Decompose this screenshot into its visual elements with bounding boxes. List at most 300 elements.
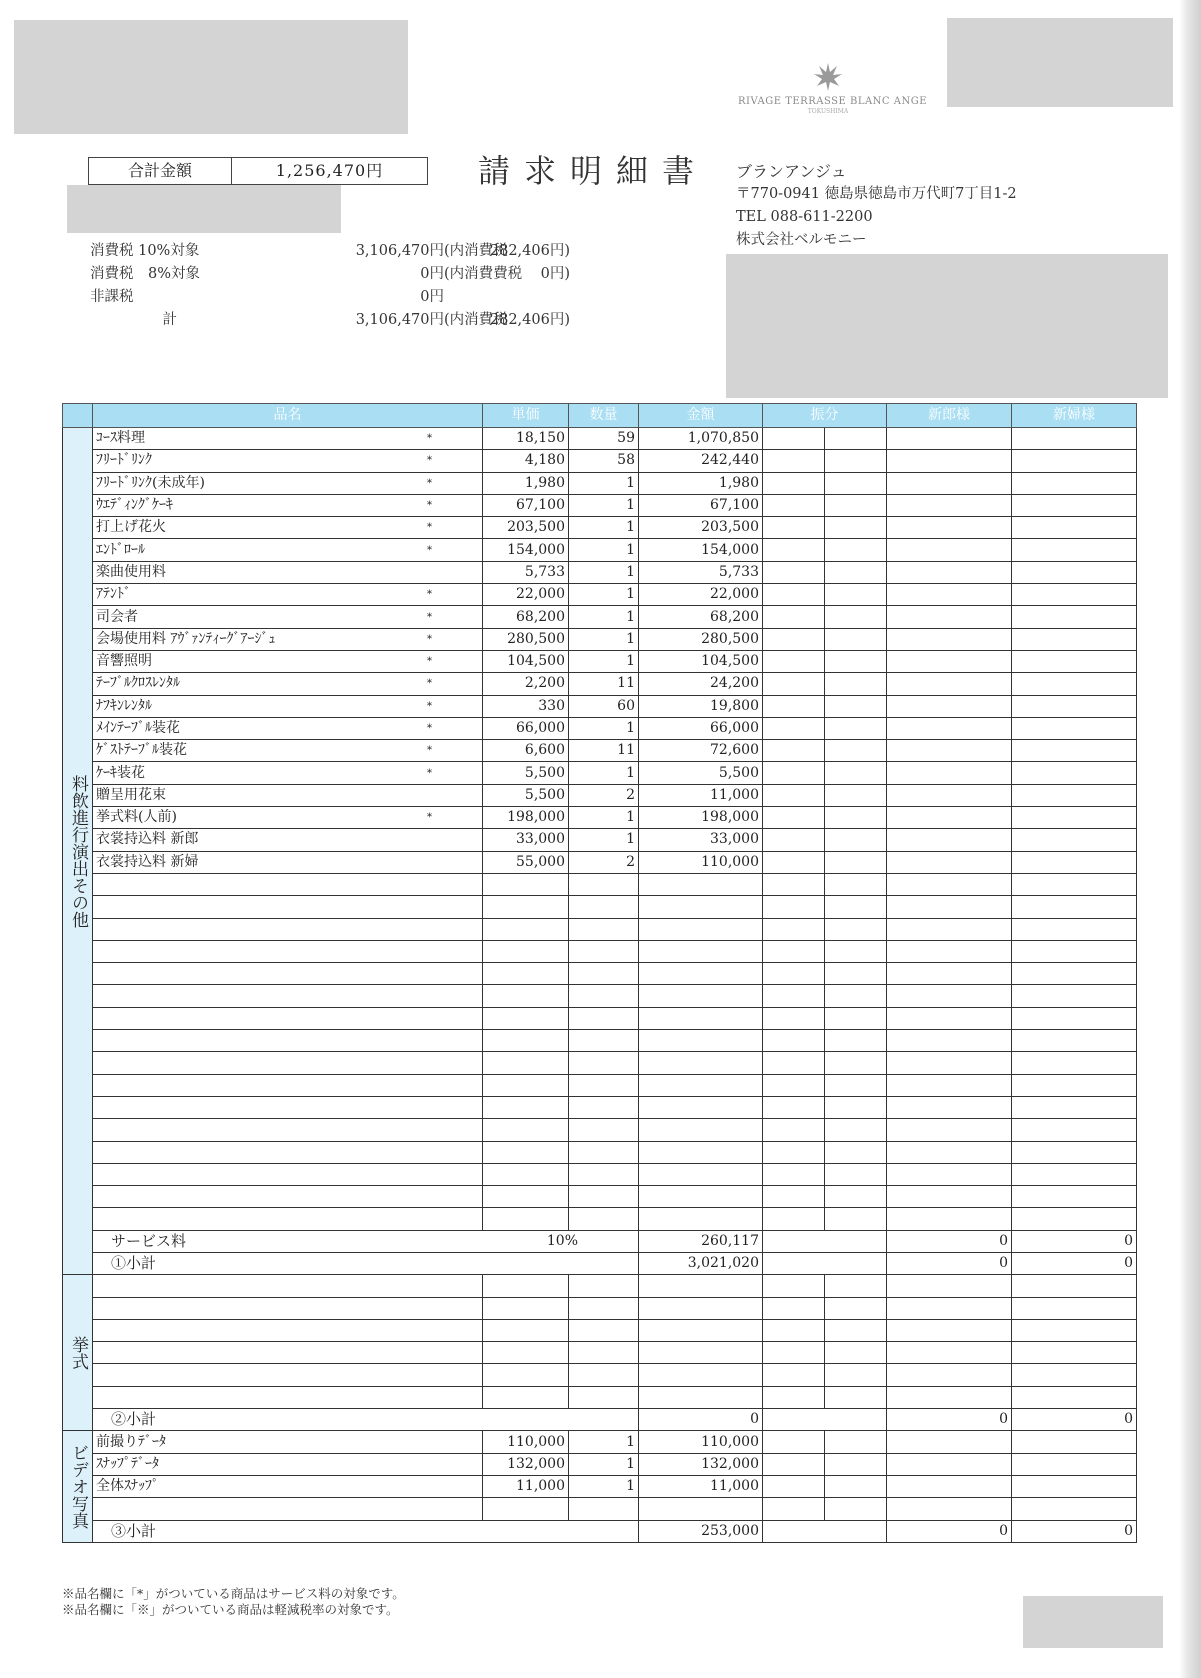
- issuer-address: 〒770-0941 徳島県徳島市万代町7丁目1-2: [736, 186, 1017, 202]
- qty-cell: [569, 1297, 639, 1319]
- groom-cell: [887, 762, 1012, 784]
- category-text: 挙式: [68, 1335, 88, 1370]
- subtotal-row: [63, 1252, 1137, 1274]
- bride-cell: [1012, 584, 1137, 606]
- subtotal-groom: 0: [887, 1520, 1012, 1542]
- split-b-cell: [825, 1141, 887, 1163]
- table-row: [63, 1030, 1137, 1052]
- total-value: 1,256,470円: [275, 161, 384, 180]
- item-name-cell: [93, 561, 483, 583]
- amount-cell: [639, 1141, 763, 1163]
- tax-amount: 3,106,470円: [355, 243, 444, 259]
- line-amount: 72,600: [639, 740, 763, 762]
- price-cell: [483, 918, 569, 940]
- item-name: ｳｴﾃﾞｨﾝｸﾞｹｰｷ: [96, 497, 173, 514]
- qty-cell: [569, 1364, 639, 1386]
- tax-row: [90, 263, 570, 286]
- split-a-cell: [763, 1074, 825, 1096]
- line-amount: 11,000: [639, 1475, 763, 1497]
- groom-cell: [887, 829, 1012, 851]
- item-name-cell: [93, 650, 483, 672]
- header-unit-price: 単価: [483, 404, 569, 428]
- split-b-cell: [825, 918, 887, 940]
- qty-cell: [569, 1386, 639, 1408]
- groom-cell: [887, 695, 1012, 717]
- table-row: [63, 1453, 1137, 1475]
- issuer-company: 株式会社ベルモニー: [736, 232, 867, 248]
- category-text: ビデオ写真: [68, 1444, 88, 1530]
- item-name: 全体ｽﾅｯﾌﾟ: [96, 1478, 159, 1495]
- service-mark: *: [427, 455, 432, 467]
- tax-inner-label: (内消費税: [444, 312, 508, 328]
- header-amount: 金額: [639, 404, 763, 428]
- groom-cell: [887, 1141, 1012, 1163]
- split-b-cell: [825, 494, 887, 516]
- split-a-cell: [763, 561, 825, 583]
- logo-sub: TOKUSHIMA: [807, 108, 849, 115]
- item-cell: [93, 1186, 483, 1208]
- tax-row: [90, 240, 570, 263]
- qty-cell: [569, 1074, 639, 1096]
- line-amount: 19,800: [639, 695, 763, 717]
- quantity: 1: [569, 717, 639, 739]
- groom-cell: [887, 1475, 1012, 1497]
- table-row: [63, 1275, 1137, 1297]
- qty-cell: [569, 1007, 639, 1029]
- table-row: [63, 695, 1137, 717]
- bride-cell: [1012, 673, 1137, 695]
- bride-cell: [1012, 1364, 1137, 1386]
- table-row: [63, 717, 1137, 739]
- table-row: [63, 896, 1137, 918]
- split-b-cell: [825, 873, 887, 895]
- issuer-tel: TEL 088-611-2200: [736, 209, 873, 225]
- item-name: ﾌﾘｰﾄﾞﾘﾝｸ: [96, 452, 152, 469]
- groom-cell: [887, 717, 1012, 739]
- item-name-cell: [93, 673, 483, 695]
- item-cell: [93, 1007, 483, 1029]
- unit-price: 66,000: [483, 717, 569, 739]
- groom-cell: [887, 539, 1012, 561]
- split-b-cell: [825, 896, 887, 918]
- table-row: [63, 1186, 1137, 1208]
- subtotal-amount: 3,021,020: [639, 1252, 763, 1274]
- table-row: [63, 985, 1137, 1007]
- bride-cell: [1012, 1052, 1137, 1074]
- table-row: [63, 584, 1137, 606]
- item-cell: [93, 1297, 483, 1319]
- amount-cell: [639, 918, 763, 940]
- quantity: 1: [569, 472, 639, 494]
- unit-price: 2,200: [483, 673, 569, 695]
- quantity: 11: [569, 740, 639, 762]
- category-label: [63, 1431, 93, 1542]
- groom-cell: [887, 561, 1012, 583]
- amount-cell: [639, 1007, 763, 1029]
- groom-cell: [887, 1386, 1012, 1408]
- quantity: 1: [569, 517, 639, 539]
- groom-cell: [887, 963, 1012, 985]
- line-amount: 67,100: [639, 494, 763, 516]
- price-cell: [483, 1275, 569, 1297]
- subtotal-groom: 0: [887, 1252, 1012, 1274]
- item-name: 打上げ花火: [96, 519, 166, 536]
- line-amount: 154,000: [639, 539, 763, 561]
- quantity: 59: [569, 428, 639, 450]
- footnotes: [62, 1586, 405, 1618]
- tax-label: 消費税 10%対象: [90, 243, 200, 259]
- split-a-cell: [763, 1319, 825, 1341]
- split-a-cell: [763, 1475, 825, 1497]
- redacted-stamp: [947, 18, 1173, 107]
- bride-cell: [1012, 1319, 1137, 1341]
- price-cell: [483, 963, 569, 985]
- invoice-table: [62, 403, 1137, 1543]
- item-name: 楽曲使用料: [96, 563, 166, 580]
- qty-cell: [569, 963, 639, 985]
- table-row: [63, 1007, 1137, 1029]
- qty-cell: [569, 1186, 639, 1208]
- split-b-cell: [825, 1475, 887, 1497]
- table-row: [63, 1475, 1137, 1497]
- split-b-cell: [825, 1364, 887, 1386]
- split-a-cell: [763, 829, 825, 851]
- item-name: ﾌﾘｰﾄﾞﾘﾝｸ(未成年): [96, 474, 205, 491]
- split-b-cell: [825, 517, 887, 539]
- bride-cell: [1012, 784, 1137, 806]
- subtotal-row: [63, 1520, 1137, 1542]
- quantity: 1: [569, 807, 639, 829]
- table-row: [63, 1342, 1137, 1364]
- header-item: 品名: [93, 404, 483, 428]
- bride-cell: [1012, 650, 1137, 672]
- service-amount: 260,117: [639, 1230, 763, 1252]
- tax-amount: 0円: [420, 266, 444, 282]
- line-amount: 1,070,850: [639, 428, 763, 450]
- unit-price: 280,500: [483, 628, 569, 650]
- groom-cell: [887, 606, 1012, 628]
- document-title: 請求明細書: [478, 152, 709, 190]
- quantity: 60: [569, 695, 639, 717]
- table-row: [63, 561, 1137, 583]
- bride-cell: [1012, 829, 1137, 851]
- qty-cell: [569, 985, 639, 1007]
- groom-cell: [887, 673, 1012, 695]
- split-b-cell: [825, 985, 887, 1007]
- redacted-bank-info: [726, 254, 1168, 398]
- item-cell: [93, 896, 483, 918]
- bride-cell: [1012, 1453, 1137, 1475]
- item-name: 贈呈用花束: [96, 786, 166, 803]
- table-row: [63, 673, 1137, 695]
- amount-cell: [639, 1386, 763, 1408]
- split-b-cell: [825, 1030, 887, 1052]
- subtotal-groom: 0: [887, 1409, 1012, 1431]
- service-mark: *: [427, 500, 432, 512]
- price-cell: [483, 1297, 569, 1319]
- split-b-cell: [825, 1409, 887, 1431]
- item-cell: [93, 1052, 483, 1074]
- qty-cell: [569, 1096, 639, 1118]
- split-a-cell: [763, 1252, 825, 1274]
- item-name-cell: [93, 606, 483, 628]
- bride-cell: [1012, 1297, 1137, 1319]
- split-a-cell: [763, 1052, 825, 1074]
- line-amount: 198,000: [639, 807, 763, 829]
- amount-cell: [639, 1275, 763, 1297]
- groom-cell: [887, 784, 1012, 806]
- split-a-cell: [763, 940, 825, 962]
- split-b-cell: [825, 472, 887, 494]
- qty-cell: [569, 1163, 639, 1185]
- service-mark: *: [427, 723, 432, 734]
- line-amount: 1,980: [639, 472, 763, 494]
- split-a-cell: [763, 1297, 825, 1319]
- item-name: ｹｰｷ装花: [96, 764, 145, 781]
- split-a-cell: [763, 807, 825, 829]
- split-a-cell: [763, 740, 825, 762]
- item-cell: [93, 1364, 483, 1386]
- line-amount: 66,000: [639, 717, 763, 739]
- category-text: 料飲進行演出その他: [68, 774, 88, 928]
- bride-cell: [1012, 628, 1137, 650]
- split-a-cell: [763, 1364, 825, 1386]
- split-b-cell: [825, 762, 887, 784]
- split-b-cell: [825, 1052, 887, 1074]
- service-mark: *: [427, 611, 432, 623]
- subtotal-bride: 0: [1012, 1252, 1137, 1274]
- quantity: 1: [569, 1431, 639, 1453]
- groom-cell: [887, 940, 1012, 962]
- line-amount: 203,500: [639, 517, 763, 539]
- subtotal-label: ③小計: [93, 1520, 483, 1542]
- groom-cell: [887, 807, 1012, 829]
- groom-cell: [887, 1453, 1012, 1475]
- tax-summary: [90, 240, 570, 332]
- tax-inner-label: (内消費税: [444, 243, 508, 259]
- table-row: [63, 628, 1137, 650]
- bride-cell: [1012, 1275, 1137, 1297]
- redacted-footer: [1023, 1596, 1163, 1648]
- table-row: [63, 450, 1137, 472]
- groom-cell: [887, 472, 1012, 494]
- amount-cell: [639, 1208, 763, 1230]
- service-charge-row: [63, 1230, 1137, 1252]
- item-cell: [93, 1119, 483, 1141]
- table-row: [63, 1297, 1137, 1319]
- bride-cell: [1012, 561, 1137, 583]
- split-a-cell: [763, 428, 825, 450]
- bride-cell: [1012, 539, 1137, 561]
- item-cell: [93, 1342, 483, 1364]
- line-amount: 110,000: [639, 851, 763, 873]
- item-name: 前撮りﾃﾞｰﾀ: [96, 1433, 166, 1450]
- service-mark: *: [427, 700, 432, 712]
- groom-cell: [887, 1364, 1012, 1386]
- unit-price: 67,100: [483, 494, 569, 516]
- quantity: 1: [569, 650, 639, 672]
- qty-cell: [569, 1342, 639, 1364]
- unit-price: 154,000: [483, 539, 569, 561]
- split-b-cell: [825, 1342, 887, 1364]
- table-row: [63, 650, 1137, 672]
- subtotal-spacer: [483, 1252, 639, 1274]
- table-row: [63, 873, 1137, 895]
- qty-cell: [569, 1030, 639, 1052]
- amount-cell: [639, 896, 763, 918]
- subtotal-amount: 253,000: [639, 1520, 763, 1542]
- split-b-cell: [825, 1096, 887, 1118]
- bride-cell: [1012, 1186, 1137, 1208]
- groom-cell: [887, 1342, 1012, 1364]
- table-row: [63, 762, 1137, 784]
- qty-cell: [569, 940, 639, 962]
- groom-cell: [887, 1119, 1012, 1141]
- groom-cell: [887, 1186, 1012, 1208]
- split-a-cell: [763, 628, 825, 650]
- split-a-cell: [763, 673, 825, 695]
- bride-cell: [1012, 1386, 1137, 1408]
- split-b-cell: [825, 829, 887, 851]
- amount-cell: [639, 873, 763, 895]
- unit-price: 11,000: [483, 1475, 569, 1497]
- price-cell: [483, 1208, 569, 1230]
- groom-cell: [887, 740, 1012, 762]
- unit-price: 110,000: [483, 1431, 569, 1453]
- bride-cell: [1012, 963, 1137, 985]
- split-a-cell: [763, 963, 825, 985]
- split-b-cell: [825, 450, 887, 472]
- table-row: [63, 517, 1137, 539]
- item-cell: [93, 985, 483, 1007]
- table-row: [63, 784, 1137, 806]
- subtotal-label: ②小計: [93, 1409, 483, 1431]
- unit-price: 33,000: [483, 829, 569, 851]
- groom-cell: [887, 1275, 1012, 1297]
- groom-cell: [887, 985, 1012, 1007]
- qty-cell: [569, 1275, 639, 1297]
- item-name: 衣裳持込料 新郎: [96, 831, 199, 848]
- groom-cell: [887, 628, 1012, 650]
- qty-cell: [569, 1052, 639, 1074]
- split-a-cell: [763, 873, 825, 895]
- amount-cell: [639, 1119, 763, 1141]
- groom-cell: [887, 1007, 1012, 1029]
- item-name: ｽﾅｯﾌﾟﾃﾞｰﾀ: [96, 1455, 159, 1472]
- quantity: 1: [569, 584, 639, 606]
- service-mark: *: [427, 522, 432, 534]
- bride-cell: [1012, 606, 1137, 628]
- split-a-cell: [763, 1275, 825, 1297]
- split-b-cell: [825, 1453, 887, 1475]
- bride-cell: [1012, 517, 1137, 539]
- groom-cell: [887, 896, 1012, 918]
- service-mark: *: [427, 678, 432, 690]
- item-name-cell: [93, 494, 483, 516]
- table-row: [63, 1163, 1137, 1185]
- quantity: 11: [569, 673, 639, 695]
- item-name: 挙式料(人前): [96, 809, 177, 826]
- unit-price: 6,600: [483, 740, 569, 762]
- bride-cell: [1012, 918, 1137, 940]
- table-row: [63, 606, 1137, 628]
- line-amount: 104,500: [639, 650, 763, 672]
- item-name-cell: [93, 1475, 483, 1497]
- logo-brand: RIVAGE TERRASSE BLANC ANGE: [738, 96, 928, 107]
- bride-cell: [1012, 1475, 1137, 1497]
- quantity: 2: [569, 851, 639, 873]
- item-name-cell: [93, 539, 483, 561]
- service-rate: 10%: [483, 1230, 639, 1252]
- item-cell: [93, 918, 483, 940]
- service-mark: *: [427, 544, 432, 556]
- item-name-cell: [93, 1453, 483, 1475]
- unit-price: 18,150: [483, 428, 569, 450]
- table-row: [63, 494, 1137, 516]
- bride-cell: [1012, 1030, 1137, 1052]
- header-qty: 数量: [569, 404, 639, 428]
- amount-cell: [639, 963, 763, 985]
- unit-price: 198,000: [483, 807, 569, 829]
- split-b-cell: [825, 695, 887, 717]
- unit-price: 4,180: [483, 450, 569, 472]
- split-a-cell: [763, 1342, 825, 1364]
- bride-cell: [1012, 740, 1137, 762]
- table-row: [63, 1386, 1137, 1408]
- total-amount-box: [88, 157, 428, 185]
- split-b-cell: [825, 1275, 887, 1297]
- line-amount: 110,000: [639, 1431, 763, 1453]
- split-b-cell: [825, 1007, 887, 1029]
- service-mark: *: [427, 633, 432, 645]
- split-b-cell: [825, 628, 887, 650]
- item-cell: [93, 1074, 483, 1096]
- item-name-cell: [93, 472, 483, 494]
- item-name-cell: [93, 428, 483, 450]
- price-cell: [483, 1052, 569, 1074]
- split-b-cell: [825, 1186, 887, 1208]
- item-name-cell: [93, 807, 483, 829]
- table-row: [63, 1319, 1137, 1341]
- amount-cell: [639, 1052, 763, 1074]
- price-cell: [483, 1096, 569, 1118]
- split-b-cell: [825, 1163, 887, 1185]
- split-b-cell: [825, 851, 887, 873]
- table-header-row: [63, 404, 1137, 428]
- split-a-cell: [763, 1208, 825, 1230]
- bride-cell: [1012, 1096, 1137, 1118]
- split-a-cell: [763, 1453, 825, 1475]
- bride-cell: [1012, 695, 1137, 717]
- service-mark: *: [427, 812, 432, 824]
- price-cell: [483, 1163, 569, 1185]
- table-row: [63, 1498, 1137, 1520]
- line-amount: 24,200: [639, 673, 763, 695]
- item-name: ｱﾃﾝﾄﾞ: [96, 586, 131, 603]
- split-b-cell: [825, 606, 887, 628]
- split-a-cell: [763, 606, 825, 628]
- bride-cell: [1012, 1431, 1137, 1453]
- quantity: 1: [569, 1475, 639, 1497]
- amount-cell: [639, 1074, 763, 1096]
- bride-cell: [1012, 851, 1137, 873]
- groom-cell: [887, 851, 1012, 873]
- price-cell: [483, 1141, 569, 1163]
- table-row: [63, 851, 1137, 873]
- split-b-cell: [825, 740, 887, 762]
- split-b-cell: [825, 1386, 887, 1408]
- service-mark: *: [427, 589, 432, 601]
